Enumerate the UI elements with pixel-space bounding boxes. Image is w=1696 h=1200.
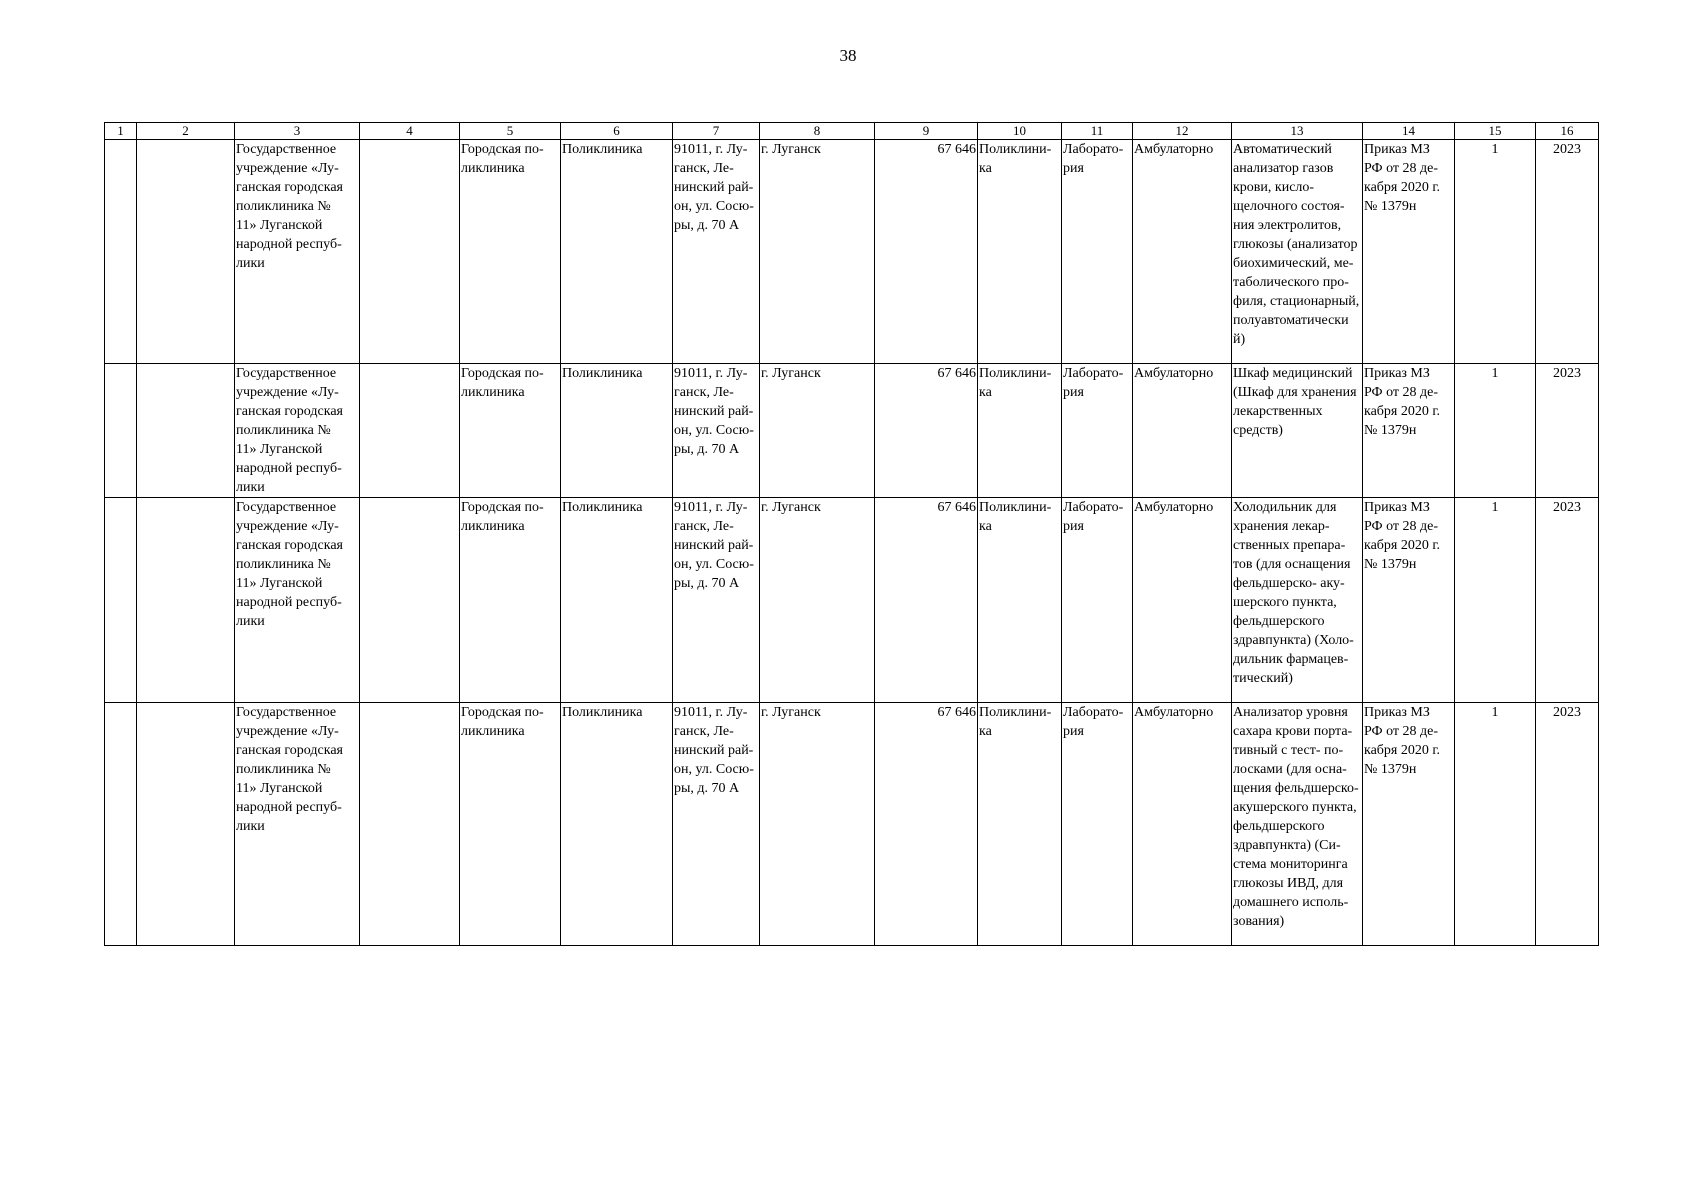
cell-city: г. Луганск [760,703,875,946]
column-header: 1 [105,123,137,140]
cell-quantity: 1 [1455,498,1536,703]
cell-institution: Государственное учреждение «Лу- ганская городская поликлиника № 11» Луганской народной респуб- лики [235,140,360,364]
cell-department: Лаборато- рия [1062,140,1133,364]
cell-unit: Поликлини- ка [978,703,1062,946]
cell-unit: Поликлини- ка [978,364,1062,498]
cell-facility-type: Городская по- ликлиника [460,140,561,364]
column-header: 8 [760,123,875,140]
column-header: 16 [1536,123,1599,140]
cell-institution: Государственное учреждение «Лу- ганская городская поликлиника № 11» Луганской народной респуб- лики [235,498,360,703]
table-row [105,140,1599,364]
column-header: 7 [673,123,760,140]
cell-unit: Поликлини- ка [978,498,1062,703]
cell-year: 2023 [1536,703,1599,946]
cell-facility-type: Городская по- ликлиника [460,703,561,946]
cell-col4 [360,364,460,498]
column-header: 4 [360,123,460,140]
cell-care-mode: Амбулаторно [1133,498,1232,703]
column-header: 10 [978,123,1062,140]
column-header: 14 [1363,123,1455,140]
column-header: 15 [1455,123,1536,140]
column-header: 13 [1232,123,1363,140]
cell-year: 2023 [1536,140,1599,364]
cell-year: 2023 [1536,364,1599,498]
column-header: 3 [235,123,360,140]
cell-col2 [137,140,235,364]
cell-equipment: Холодильник для хранения лекар- ственных препара- тов (для оснащения фельдшерско- аку- шерского пункта, фельдшерского здравпункта) (Холо- дильник фармацев- тический) [1232,498,1363,703]
cell-address: 91011, г. Лу- ганск, Ле- нинский рай- он, ул. Сосю- ры, д. 70 А [673,703,760,946]
cell-col4 [360,703,460,946]
cell-address: 91011, г. Лу- ганск, Ле- нинский рай- он, ул. Сосю- ры, д. 70 А [673,140,760,364]
cell-address: 91011, г. Лу- ганск, Ле- нинский рай- он, ул. Сосю- ры, д. 70 А [673,498,760,703]
column-header: 6 [561,123,673,140]
data-table [104,122,1599,946]
cell-equipment: Шкаф медицинский (Шкаф для хранения лекарственных средств) [1232,364,1363,498]
table-row [105,703,1599,946]
cell-facility-type: Городская по- ликлиника [460,364,561,498]
column-header: 12 [1133,123,1232,140]
header-row [105,123,1599,140]
cell-quantity: 1 [1455,703,1536,946]
cell-department: Лаборато- рия [1062,364,1133,498]
cell-order: Приказ МЗ РФ от 28 де- кабря 2020 г. № 1379н [1363,364,1455,498]
cell-facility-kind: Поликлиника [561,703,673,946]
cell-city: г. Луганск [760,498,875,703]
cell-order: Приказ МЗ РФ от 28 де- кабря 2020 г. № 1379н [1363,703,1455,946]
cell-col2 [137,364,235,498]
cell-facility-kind: Поликлиника [561,140,673,364]
cell-department: Лаборато- рия [1062,703,1133,946]
cell-facility-type: Городская по- ликлиника [460,498,561,703]
cell-city: г. Луганск [760,140,875,364]
cell-population: 67 646 [875,498,978,703]
cell-order: Приказ МЗ РФ от 28 де- кабря 2020 г. № 1379н [1363,140,1455,364]
cell-equipment: Анализатор уровня сахара крови порта- тивный с тест- по- лосками (для осна- щения фельдшерско- акушерского пункта, фельдшерского здравпункта) (Си- стема мониторинга глюкозы ИВД, для домашнего исполь- зования) [1232,703,1363,946]
page-number: 38 [839,46,857,65]
cell-care-mode: Амбулаторно [1133,703,1232,946]
cell-col4 [360,140,460,364]
cell-institution: Государственное учреждение «Лу- ганская городская поликлиника № 11» Луганской народной респуб- лики [235,703,360,946]
cell-year: 2023 [1536,498,1599,703]
cell-col1 [105,364,137,498]
cell-equipment: Автоматический анализатор газов крови, кисло- щелочного состоя- ния электролитов, глюкозы (анализатор биохимический, ме- таболического про- филя, стационарный, полуавтоматически й) [1232,140,1363,364]
cell-unit: Поликлини- ка [978,140,1062,364]
cell-col2 [137,703,235,946]
cell-population: 67 646 [875,703,978,946]
cell-col1 [105,703,137,946]
cell-col4 [360,498,460,703]
cell-order: Приказ МЗ РФ от 28 де- кабря 2020 г. № 1379н [1363,498,1455,703]
cell-population: 67 646 [875,140,978,364]
cell-col1 [105,498,137,703]
cell-quantity: 1 [1455,364,1536,498]
column-header: 9 [875,123,978,140]
table-row [105,498,1599,703]
cell-institution: Государственное учреждение «Лу- ганская городская поликлиника № 11» Луганской народной респуб- лики [235,364,360,498]
cell-facility-kind: Поликлиника [561,498,673,703]
cell-address: 91011, г. Лу- ганск, Ле- нинский рай- он, ул. Сосю- ры, д. 70 А [673,364,760,498]
cell-facility-kind: Поликлиника [561,364,673,498]
column-header: 11 [1062,123,1133,140]
cell-care-mode: Амбулаторно [1133,364,1232,498]
cell-city: г. Луганск [760,364,875,498]
cell-col1 [105,140,137,364]
cell-department: Лаборато- рия [1062,498,1133,703]
cell-population: 67 646 [875,364,978,498]
column-header: 5 [460,123,561,140]
cell-quantity: 1 [1455,140,1536,364]
table-row [105,364,1599,498]
column-header: 2 [137,123,235,140]
cell-col2 [137,498,235,703]
cell-care-mode: Амбулаторно [1133,140,1232,364]
